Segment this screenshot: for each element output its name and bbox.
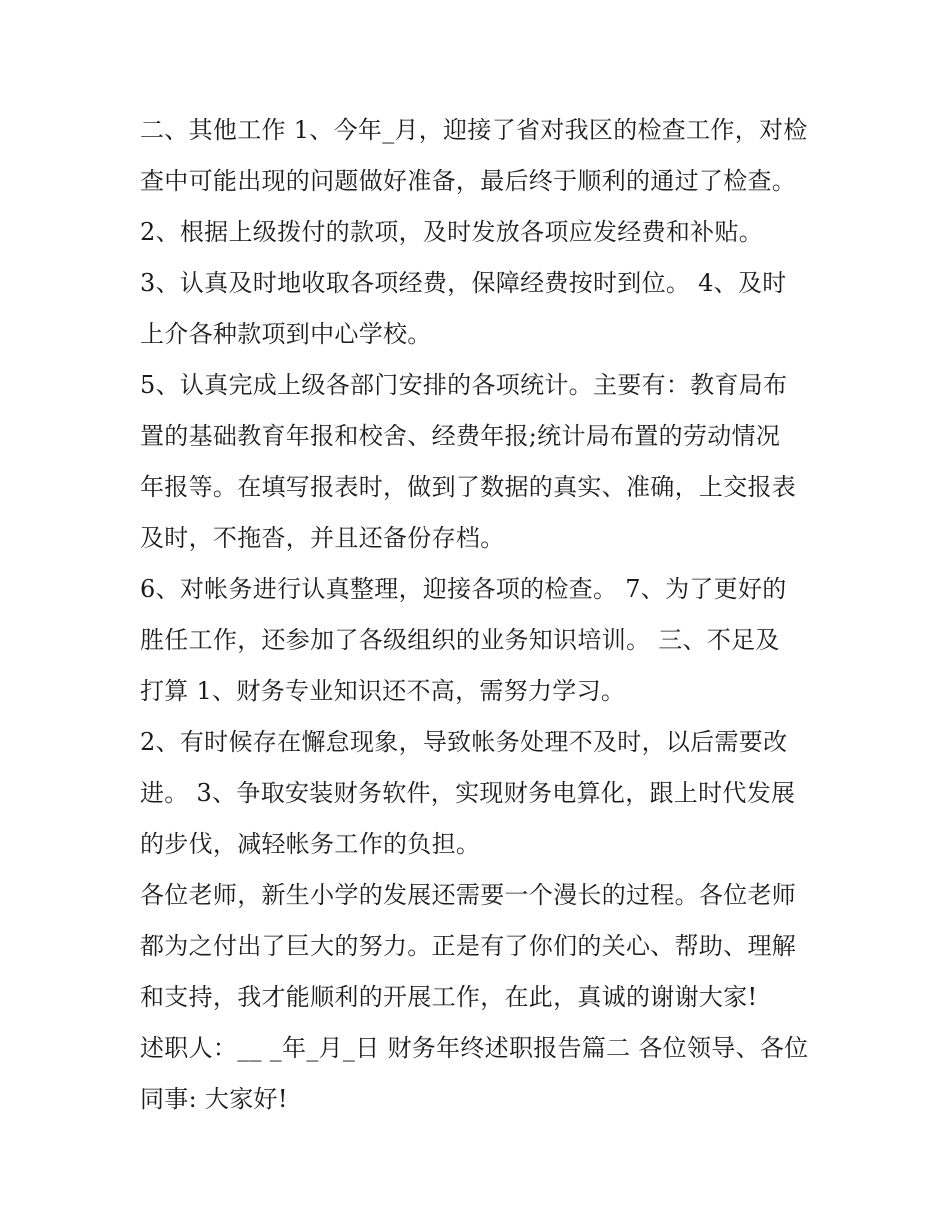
text-line: 6、对帐务进行认真整理，迎接各项的检查。 7、为了更好的 [140,575,787,603]
text-line: 2、根据上级拨付的款项，及时发放各项应发经费和补贴。 [140,218,764,246]
text-line: 上介各种款项到中心学校。 [140,320,432,348]
text-line: 进。 3、争取安装财务软件，实现财务电算化，跟上时代发展 [140,779,796,807]
text-line: 查中可能出现的问题做好准备，最后终于顺利的通过了检查。 [140,167,797,195]
text-line: 胜任工作，还参加了各级组织的业务知识培训。 三、不足及 [140,626,780,654]
text-line: 的步伐，减轻帐务工作的负担。 [140,830,481,858]
text-line: 2、有时候存在懈怠现象，导致帐务处理不及时，以后需要改 [140,728,788,756]
text-line: 及时，不拖沓，并且还备份存档。 [140,524,505,552]
text-line: 3、认真及时地收取各项经费，保障经费按时到位。 4、及时 [140,269,787,297]
text-line: 打算 1、财务专业知识还不高，需努力学习。 [140,677,626,705]
text-line: 年报等。在填写报表时，做到了数据的真实、准确，上交报表 [140,473,797,501]
text-line: 同事: 大家好! [140,1085,288,1113]
document-body [140,105,820,1125]
text-line: 都为之付出了巨大的努力。正是有了你们的关心、帮助、理解 [140,932,797,960]
text-line: 5、认真完成上级各部门安排的各项统计。主要有：教育局布 [140,371,788,399]
text-line: 二、其他工作 1、今年_月，迎接了省对我区的检查工作，对检 [140,116,808,144]
text-line: 述职人：__ _年_月_日 财务年终述职报告篇二 各位领导、各位 [140,1034,809,1062]
text-line: 和支持，我才能顺利的开展工作，在此，真诚的谢谢大家! [140,983,758,1011]
text-line: 置的基础教育年报和校舍、经费年报;统计局布置的劳动情况 [140,422,781,450]
text-line: 各位老师，新生小学的发展还需要一个漫长的过程。各位老师 [140,881,797,909]
